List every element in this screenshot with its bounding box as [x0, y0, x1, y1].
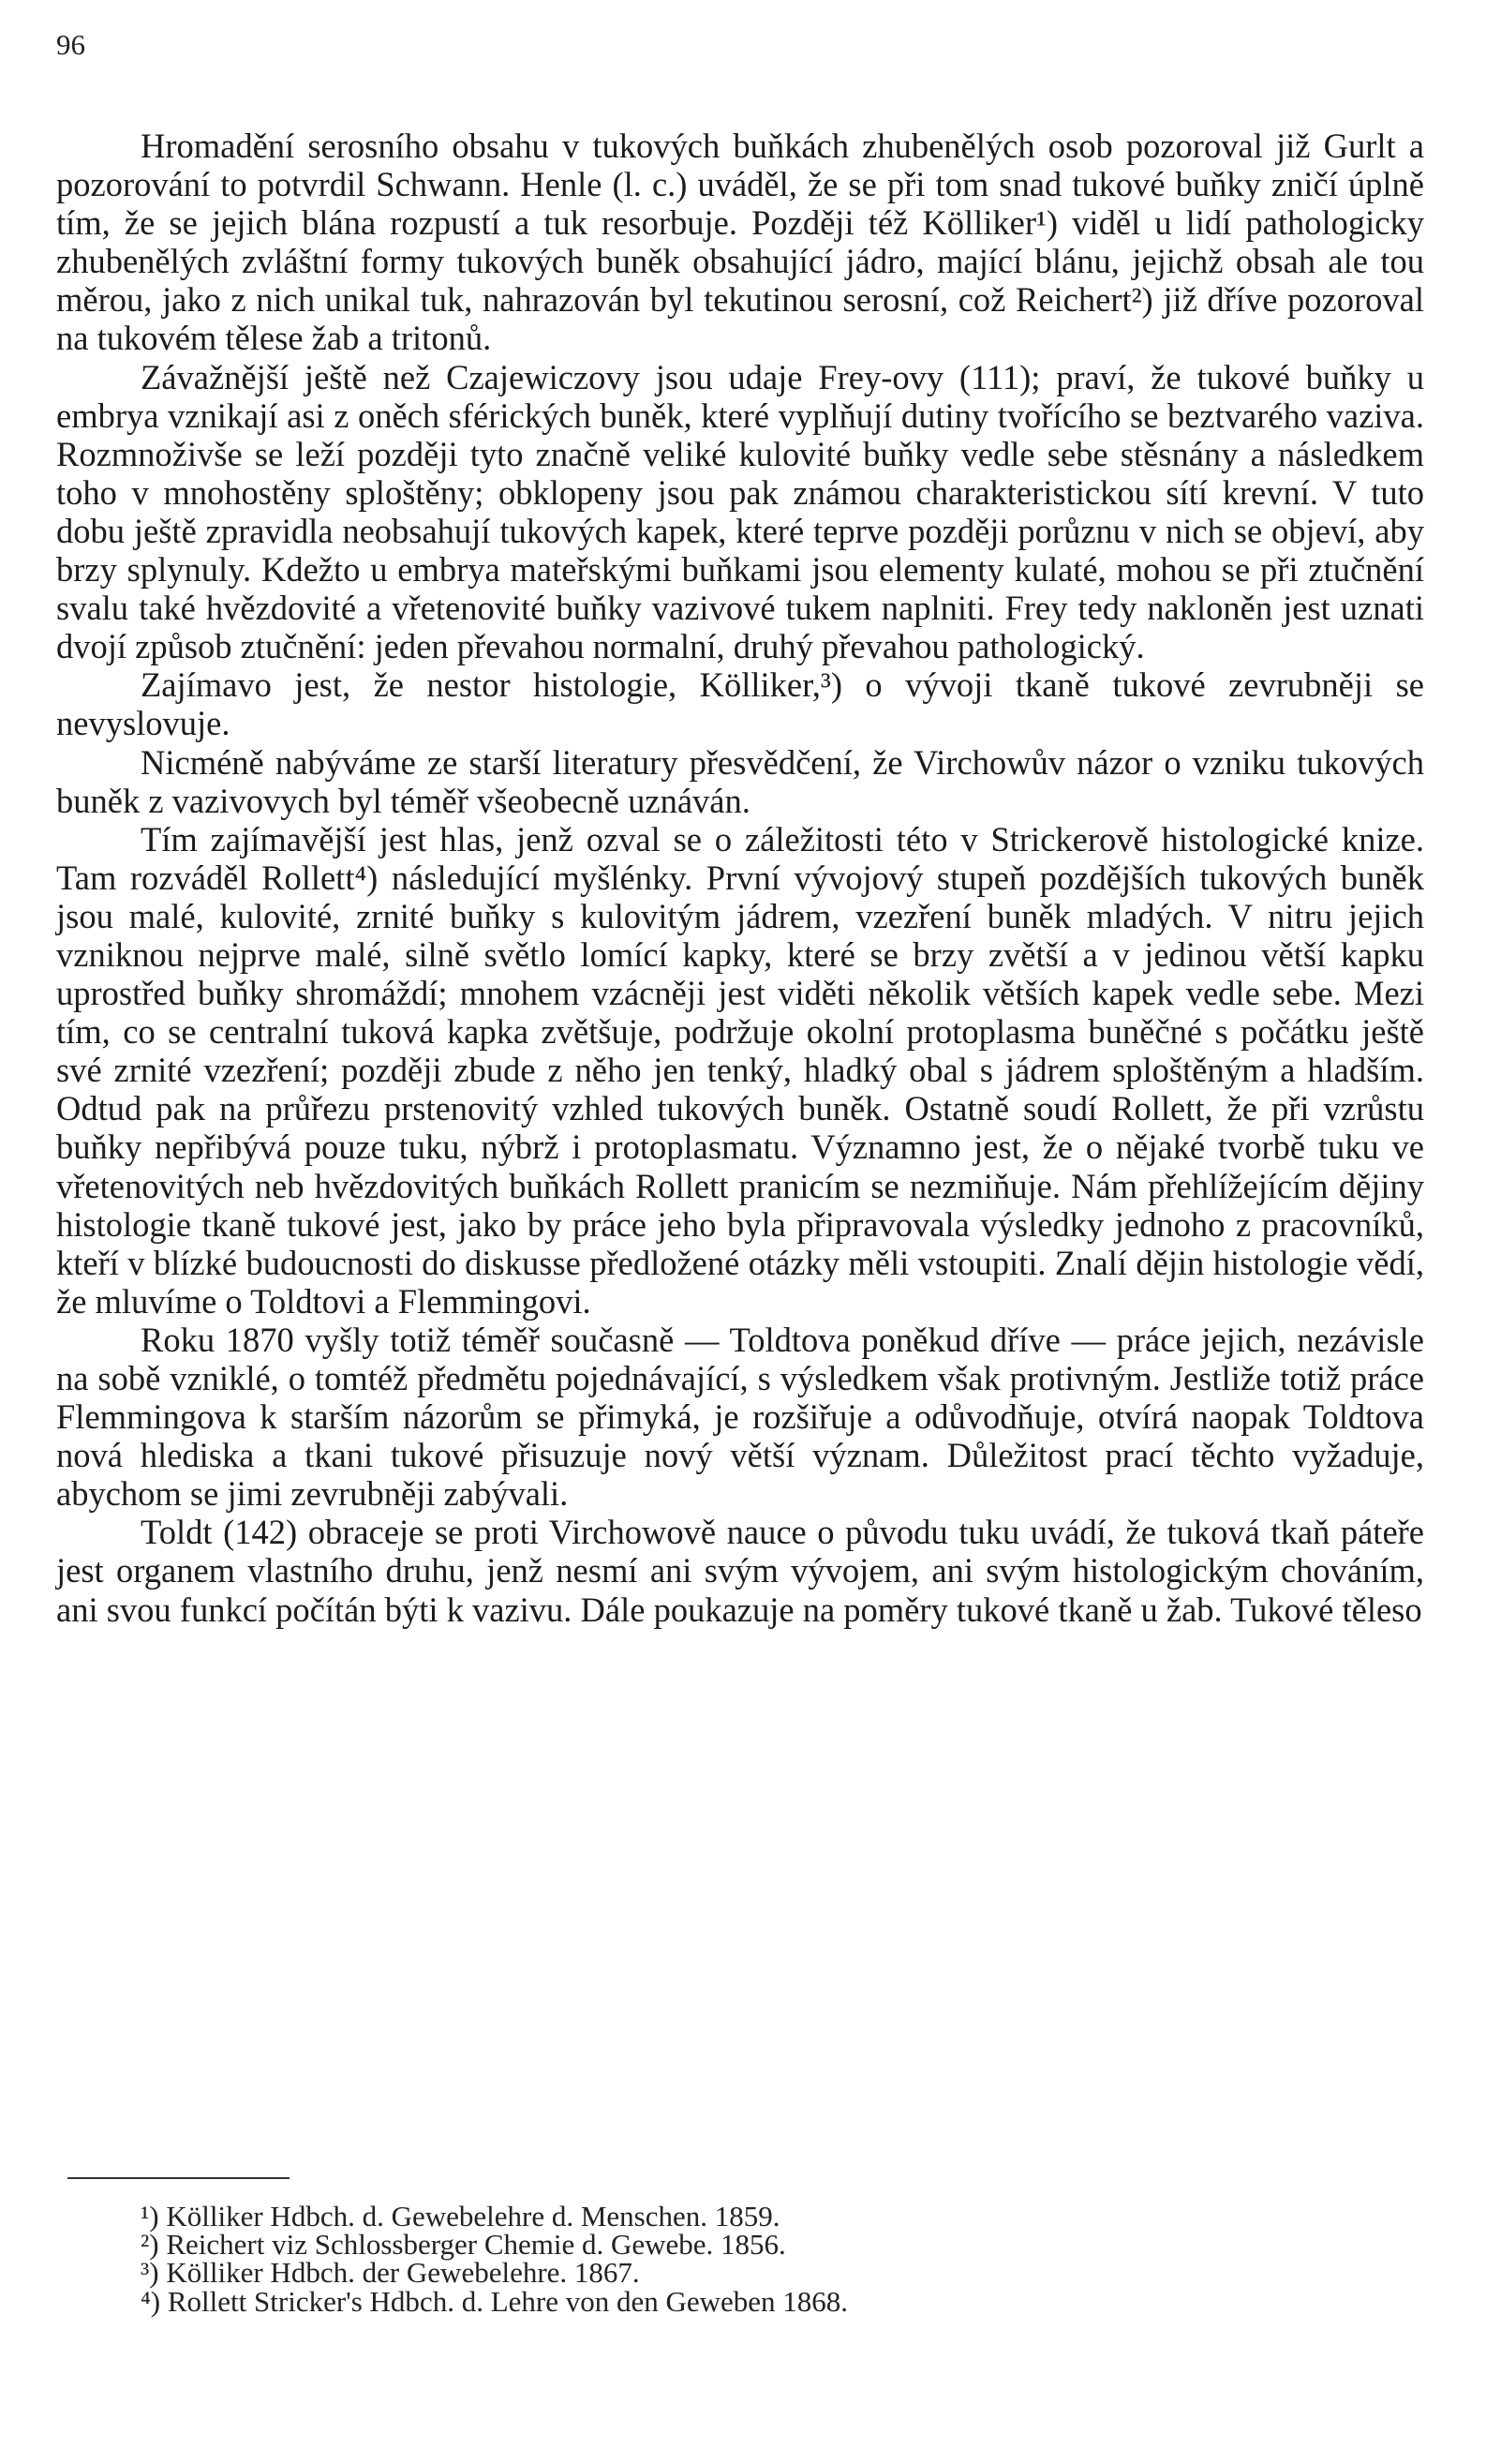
footnote: ³) Kölliker Hdbch. der Gewebelehre. 1867.: [141, 2256, 640, 2290]
footnotes: [141, 2200, 1405, 2318]
page-number: 96: [56, 28, 85, 61]
footnote: ²) Reichert viz Schlossberger Chemie d. Gewebe. 1856.: [141, 2228, 786, 2262]
footnote-divider: [67, 2177, 290, 2179]
paragraph: Zajímavo jest, že nestor histologie, Kölliker,³) o vývoji tkaně tukové zevrubněji se nevyslovuje.: [56, 665, 1424, 743]
paragraph: Závažnější ještě než Czajewiczovy jsou udaje Frey-ovy (111); praví, že tukové buňky u embrya vznikají asi z oněch sférických buněk, které vyplňují dutiny tvořícího se beztvarého vaziva. Rozmnoživše se leží později tyto značně veliké kulovité buňky vedle sebe stěsnány a následkem toho v mnohostěny sploštěny; obklopeny jsou pak známou charakteristickou sítí krevní. V tuto dobu ještě zpravidla neobsahují tukových kapek, které teprve později porůznu v nich se objeví, aby brzy splynuly. Kdežto u embrya mateřskými buňkami jsou elementy kulaté, mohou se při ztučnění svalu také hvězdovité a vřetenovité buňky vazivové tukem naplniti. Frey tedy nakloněn jest uznati dvojí způsob ztučnění: jeden převahou normalní, druhý převahou pathologický.: [56, 357, 1424, 666]
body-text: [56, 127, 1424, 1629]
paragraph: Hromadění serosního obsahu v tukových buňkách zhubenělých osob pozoroval již Gurlt a pozorování to potvrdil Schwann. Henle (l. c.) uváděl, že se při tom snad tukové buňky zničí úplně tím, že se jejich blána rozpustí a tuk resorbuje. Později též Kölliker¹) viděl u lidí pathologicky zhubenělých zvláštní formy tukových buněk obsahující jádro, mající blánu, jejichž obsah ale tou měrou, jako z nich unikal tuk, nahrazován byl tekutinou serosní, což Reichert²) již dříve pozoroval na tukovém tělese žab a tritonů.: [56, 127, 1424, 358]
footnote: ⁴) Rollett Stricker's Hdbch. d. Lehre von den Geweben 1868.: [141, 2284, 849, 2318]
paragraph: Tím zajímavější jest hlas, jenž ozval se o záležitosti této v Strickerově histologické knize. Tam rozváděl Rollett⁴) následující myšlénky. První vývojový stupeň pozdějších tukových buněk jsou malé, kulovité, zrnité buňky s kulovitým jádrem, vzezření buněk mladých. V nitru jejich vzniknou nejprve malé, silně světlo lomící kapky, které se brzy zvětší a v jedinou větší kapku uprostřed buňky shromáždí; mnohem vzácněji jest viděti několik větších kapek vedle sebe. Mezi tím, co se centralní tuková kapka zvětšuje, podržuje okolní protoplasma buněčné s počátku ještě své zrnité vzezření; později zbude z něho jen tenký, hladký obal s jádrem sploštěným a hladším. Odtud pak na průřezu prstenovitý vzhled tukových buněk. Ostatně soudí Rollett, že při vzrůstu buňky nepřibývá pouze tuku, nýbrž i protoplasmatu. Významno jest, že o nějaké tvorbě tuku ve vřetenovitých neb hvězdovitých buňkách Rollett pranicím se nezmiňuje. Nám přehlížejícím dějiny histologie tkaně tukové jest, jako by práce jeho byla připravovala výsledky jednoho z pracovníků, kteří v blízké budoucnosti do diskusse předložené otázky měli vstoupiti. Znalí dějin histologie vědí, že mluvíme o Toldtovi a Flemmingovi.: [56, 819, 1424, 1321]
paragraph: Nicméně nabýváme ze starší literatury přesvědčení, že Virchowův názor o vzniku tukových buněk z vazivovych byl téměř všeobecně uznáván.: [56, 742, 1424, 820]
paragraph: Toldt (142) obraceje se proti Virchowově nauce o původu tuku uvádí, že tuková tkaň páteře jest organem vlastního druhu, jenž nesmí ani svým vývojem, ani svým histologickým chováním, ani svou funkcí počítán býti k vazivu. Dále poukazuje na poměry tukové tkaně u žab. Tukové těleso: [56, 1513, 1424, 1629]
footnote: ¹) Kölliker Hdbch. d. Gewebelehre d. Menschen. 1859.: [141, 2200, 780, 2233]
paragraph: Roku 1870 vyšly totiž téměř současně — Toldtova poněkud dříve — práce jejich, nezávisle na sobě vzniklé, o tomtéž předmětu pojednávající, s výsledkem však protivným. Jestliže totiž práce Flemmingova k starším názorům se přimyká, je rozšiřuje a odůvodňuje, otvírá naopak Toldtova nová hlediska a tkani tukové přisuzuje nový větší význam. Důležitost prací těchto vyžaduje, abychom se jimi zevrubněji zabývali.: [56, 1320, 1424, 1514]
